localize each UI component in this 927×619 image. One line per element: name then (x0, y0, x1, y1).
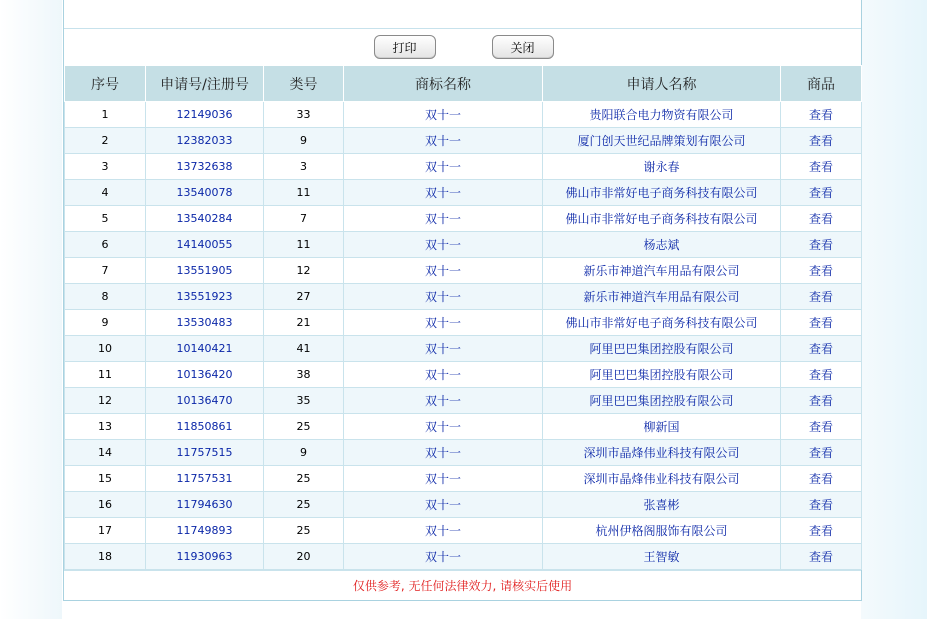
applicant-name-link[interactable]: 柳新国 (543, 414, 781, 440)
row-number: 1 (65, 102, 146, 128)
trademark-name-link[interactable]: 双十一 (344, 336, 543, 362)
close-button[interactable]: 关闭 (492, 35, 554, 59)
trademark-name-link[interactable]: 双十一 (344, 492, 543, 518)
trademark-name-link[interactable]: 双十一 (344, 258, 543, 284)
table-row (65, 258, 862, 284)
row-number: 7 (65, 258, 146, 284)
table-header-row (65, 66, 862, 102)
row-number: 10 (65, 336, 146, 362)
row-number: 12 (65, 388, 146, 414)
table-row (65, 440, 862, 466)
class-number: 12 (264, 258, 344, 284)
table-row (65, 154, 862, 180)
registration-number-link[interactable]: 11794630 (146, 492, 264, 518)
class-number: 11 (264, 232, 344, 258)
button-bar (64, 29, 861, 65)
class-number: 21 (264, 310, 344, 336)
class-number: 11 (264, 180, 344, 206)
col-header-applicant: 申请人名称 (543, 66, 781, 102)
row-number: 18 (65, 544, 146, 570)
trademark-name-link[interactable]: 双十一 (344, 440, 543, 466)
trademark-name-link[interactable]: 双十一 (344, 206, 543, 232)
row-number: 16 (65, 492, 146, 518)
registration-number-link[interactable]: 14140055 (146, 232, 264, 258)
left-background (0, 0, 62, 619)
registration-number-link[interactable]: 10140421 (146, 336, 264, 362)
table-row (65, 284, 862, 310)
applicant-name-link[interactable]: 阿里巴巴集团控股有限公司 (543, 362, 781, 388)
class-number: 25 (264, 414, 344, 440)
class-number: 9 (264, 128, 344, 154)
view-goods-link[interactable]: 查看 (781, 258, 862, 284)
applicant-name-link[interactable]: 谢永春 (543, 154, 781, 180)
trademark-name-link[interactable]: 双十一 (344, 128, 543, 154)
applicant-name-link[interactable]: 新乐市神道汽车用品有限公司 (543, 258, 781, 284)
view-goods-link[interactable]: 查看 (781, 102, 862, 128)
view-goods-link[interactable]: 查看 (781, 466, 862, 492)
applicant-name-link[interactable]: 佛山市非常好电子商务科技有限公司 (543, 310, 781, 336)
col-header-class: 类号 (264, 66, 344, 102)
row-number: 17 (65, 518, 146, 544)
view-goods-link[interactable]: 查看 (781, 414, 862, 440)
registration-number-link[interactable]: 12149036 (146, 102, 264, 128)
col-header-goods: 商品 (781, 66, 862, 102)
col-header-reg: 申请号/注册号 (146, 66, 264, 102)
view-goods-link[interactable]: 查看 (781, 544, 862, 570)
trademark-name-link[interactable]: 双十一 (344, 466, 543, 492)
class-number: 20 (264, 544, 344, 570)
class-number: 35 (264, 388, 344, 414)
applicant-name-link[interactable]: 杭州伊格阁服饰有限公司 (543, 518, 781, 544)
table-row (65, 362, 862, 388)
applicant-name-link[interactable]: 贵阳联合电力物资有限公司 (543, 102, 781, 128)
view-goods-link[interactable]: 查看 (781, 154, 862, 180)
table-row (65, 128, 862, 154)
trademark-table (64, 65, 862, 570)
col-header-no: 序号 (65, 66, 146, 102)
trademark-name-link[interactable]: 双十一 (344, 518, 543, 544)
registration-number-link[interactable]: 11850861 (146, 414, 264, 440)
class-number: 9 (264, 440, 344, 466)
trademark-name-link[interactable]: 双十一 (344, 284, 543, 310)
registration-number-link[interactable]: 13551905 (146, 258, 264, 284)
registration-number-link[interactable]: 11757531 (146, 466, 264, 492)
registration-number-link[interactable]: 13551923 (146, 284, 264, 310)
view-goods-link[interactable]: 查看 (781, 388, 862, 414)
class-number: 25 (264, 492, 344, 518)
view-goods-link[interactable]: 查看 (781, 128, 862, 154)
applicant-name-link[interactable]: 杨志斌 (543, 232, 781, 258)
registration-number-link[interactable]: 11749893 (146, 518, 264, 544)
registration-number-link[interactable]: 13530483 (146, 310, 264, 336)
registration-number-link[interactable]: 10136420 (146, 362, 264, 388)
row-number: 6 (65, 232, 146, 258)
row-number: 8 (65, 284, 146, 310)
applicant-name-link[interactable]: 张喜彬 (543, 492, 781, 518)
view-goods-link[interactable]: 查看 (781, 310, 862, 336)
registration-number-link[interactable]: 11930963 (146, 544, 264, 570)
row-number: 11 (65, 362, 146, 388)
top-strip (64, 0, 861, 29)
print-button[interactable]: 打印 (374, 35, 436, 59)
trademark-name-link[interactable]: 双十一 (344, 154, 543, 180)
applicant-name-link[interactable]: 王智敏 (543, 544, 781, 570)
row-number: 3 (65, 154, 146, 180)
trademark-name-link[interactable]: 双十一 (344, 388, 543, 414)
table-row (65, 466, 862, 492)
applicant-name-link[interactable]: 深圳市晶烽伟业科技有限公司 (543, 466, 781, 492)
class-number: 7 (264, 206, 344, 232)
registration-number-link[interactable]: 12382033 (146, 128, 264, 154)
class-number: 33 (264, 102, 344, 128)
row-number: 4 (65, 180, 146, 206)
row-number: 15 (65, 466, 146, 492)
table-row (65, 102, 862, 128)
row-number: 5 (65, 206, 146, 232)
view-goods-link[interactable]: 查看 (781, 362, 862, 388)
class-number: 25 (264, 518, 344, 544)
registration-number-link[interactable]: 13540284 (146, 206, 264, 232)
applicant-name-link[interactable]: 佛山市非常好电子商务科技有限公司 (543, 206, 781, 232)
results-panel (63, 0, 862, 601)
row-number: 2 (65, 128, 146, 154)
class-number: 25 (264, 466, 344, 492)
applicant-name-link[interactable]: 阿里巴巴集团控股有限公司 (543, 336, 781, 362)
view-goods-link[interactable]: 查看 (781, 284, 862, 310)
table-row (65, 388, 862, 414)
col-header-mark: 商标名称 (344, 66, 543, 102)
disclaimer-text: 仅供参考, 无任何法律效力, 请核实后使用 (64, 570, 861, 600)
right-background (861, 0, 927, 619)
class-number: 3 (264, 154, 344, 180)
table-row (65, 518, 862, 544)
applicant-name-link[interactable]: 新乐市神道汽车用品有限公司 (543, 284, 781, 310)
applicant-name-link[interactable]: 厦门创天世纪品牌策划有限公司 (543, 128, 781, 154)
trademark-name-link[interactable]: 双十一 (344, 180, 543, 206)
trademark-name-link[interactable]: 双十一 (344, 310, 543, 336)
registration-number-link[interactable]: 11757515 (146, 440, 264, 466)
view-goods-link[interactable]: 查看 (781, 336, 862, 362)
table-row (65, 180, 862, 206)
table-row (65, 544, 862, 570)
class-number: 38 (264, 362, 344, 388)
trademark-name-link[interactable]: 双十一 (344, 232, 543, 258)
table-row (65, 232, 862, 258)
trademark-name-link[interactable]: 双十一 (344, 544, 543, 570)
table-row (65, 414, 862, 440)
row-number: 14 (65, 440, 146, 466)
view-goods-link[interactable]: 查看 (781, 232, 862, 258)
trademark-name-link[interactable]: 双十一 (344, 102, 543, 128)
view-goods-link[interactable]: 查看 (781, 492, 862, 518)
table-row (65, 310, 862, 336)
table-row (65, 206, 862, 232)
registration-number-link[interactable]: 10136470 (146, 388, 264, 414)
row-number: 13 (65, 414, 146, 440)
trademark-name-link[interactable]: 双十一 (344, 414, 543, 440)
registration-number-link[interactable]: 13732638 (146, 154, 264, 180)
class-number: 41 (264, 336, 344, 362)
applicant-name-link[interactable]: 佛山市非常好电子商务科技有限公司 (543, 180, 781, 206)
view-goods-link[interactable]: 查看 (781, 440, 862, 466)
view-goods-link[interactable]: 查看 (781, 518, 862, 544)
applicant-name-link[interactable]: 阿里巴巴集团控股有限公司 (543, 388, 781, 414)
row-number: 9 (65, 310, 146, 336)
registration-number-link[interactable]: 13540078 (146, 180, 264, 206)
trademark-name-link[interactable]: 双十一 (344, 362, 543, 388)
class-number: 27 (264, 284, 344, 310)
view-goods-link[interactable]: 查看 (781, 180, 862, 206)
applicant-name-link[interactable]: 深圳市晶烽伟业科技有限公司 (543, 440, 781, 466)
table-row (65, 492, 862, 518)
table-row (65, 336, 862, 362)
view-goods-link[interactable]: 查看 (781, 206, 862, 232)
